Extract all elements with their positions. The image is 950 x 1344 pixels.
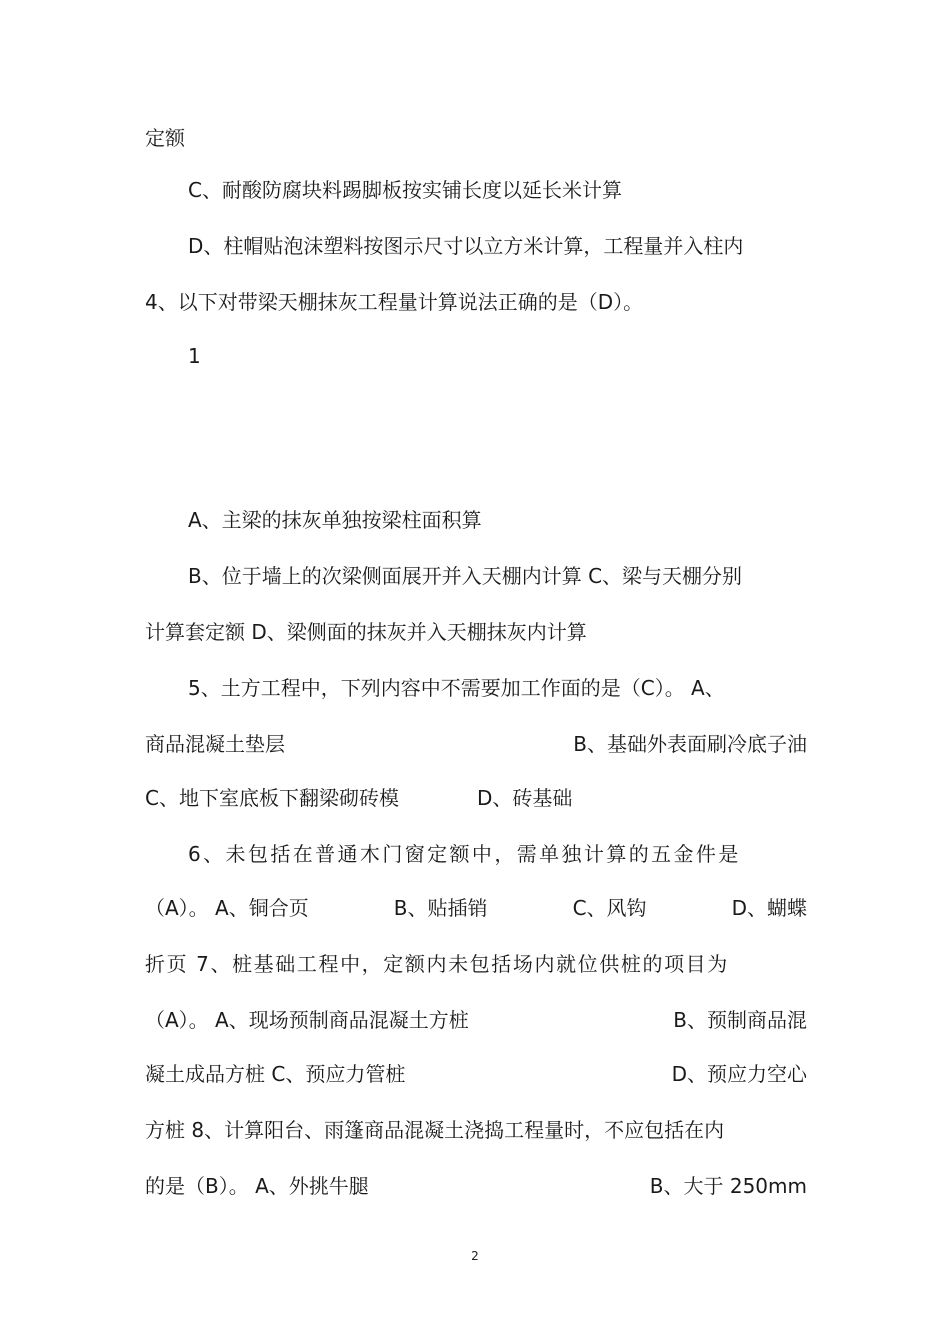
option-line: A、主梁的抹灰单独按梁柱面积算 <box>188 508 482 532</box>
option-text: 的是（B）。 A、外挑牛腿 <box>145 1174 369 1198</box>
option-row <box>145 894 807 922</box>
option-text: B、贴插销 <box>393 896 488 920</box>
text-line: C、耐酸防腐块料踢脚板按实铺长度以延长米计算 <box>188 178 622 202</box>
question-line: 5、土方工程中，下列内容中不需要加工作面的是（C）。 A、 <box>188 676 725 700</box>
option-text: C、风钩 <box>572 896 647 920</box>
option-text: B、大于 250mm <box>649 1174 807 1198</box>
option-text: D、蝴蝶 <box>731 896 807 920</box>
page-number: 2 <box>471 1249 479 1263</box>
question-line: 4、以下对带梁天棚抹灰工程量计算说法正确的是（D）。 <box>145 290 644 314</box>
text-line: 定额 <box>145 126 185 150</box>
option-text: D、预应力空心 <box>671 1062 807 1086</box>
option-text: B、预制商品混 <box>673 1008 807 1032</box>
question-line: 6、未包括在普通木门窗定额中，需单独计算的五金件是 <box>188 842 741 866</box>
option-line: B、位于墙上的次梁侧面展开并入天棚内计算 C、梁与天棚分别 <box>188 564 743 588</box>
option-text: 凝土成品方桩 C、预应力管桩 <box>145 1062 406 1086</box>
question-line: 方桩 8、计算阳台、雨篷商品混凝土浇捣工程量时，不应包括在内 <box>145 1118 725 1142</box>
text-line: 1 <box>188 344 201 368</box>
option-row <box>145 784 807 812</box>
question-line: 折页 7、桩基础工程中，定额内未包括场内就位供桩的项目为 <box>145 952 729 976</box>
option-row <box>145 1060 807 1088</box>
option-text: （A）。 A、现场预制商品混凝土方桩 <box>145 1008 469 1032</box>
option-text: C、地下室底板下翻梁砌砖模 <box>145 786 399 810</box>
option-row <box>145 730 807 758</box>
option-text: 商品混凝土垫层 <box>145 732 285 756</box>
option-row <box>145 1172 807 1200</box>
text-line: D、柱帽贴泡沫塑料按图示尺寸以立方米计算，工程量并入柱内 <box>188 234 744 258</box>
option-text: （A）。 A、铜合页 <box>145 896 309 920</box>
option-line: 计算套定额 D、梁侧面的抹灰并入天棚抹灰内计算 <box>145 620 587 644</box>
option-text: D、砖基础 <box>476 786 573 810</box>
option-text: B、基础外表面刷冷底子油 <box>573 732 807 756</box>
option-row <box>145 1006 807 1034</box>
